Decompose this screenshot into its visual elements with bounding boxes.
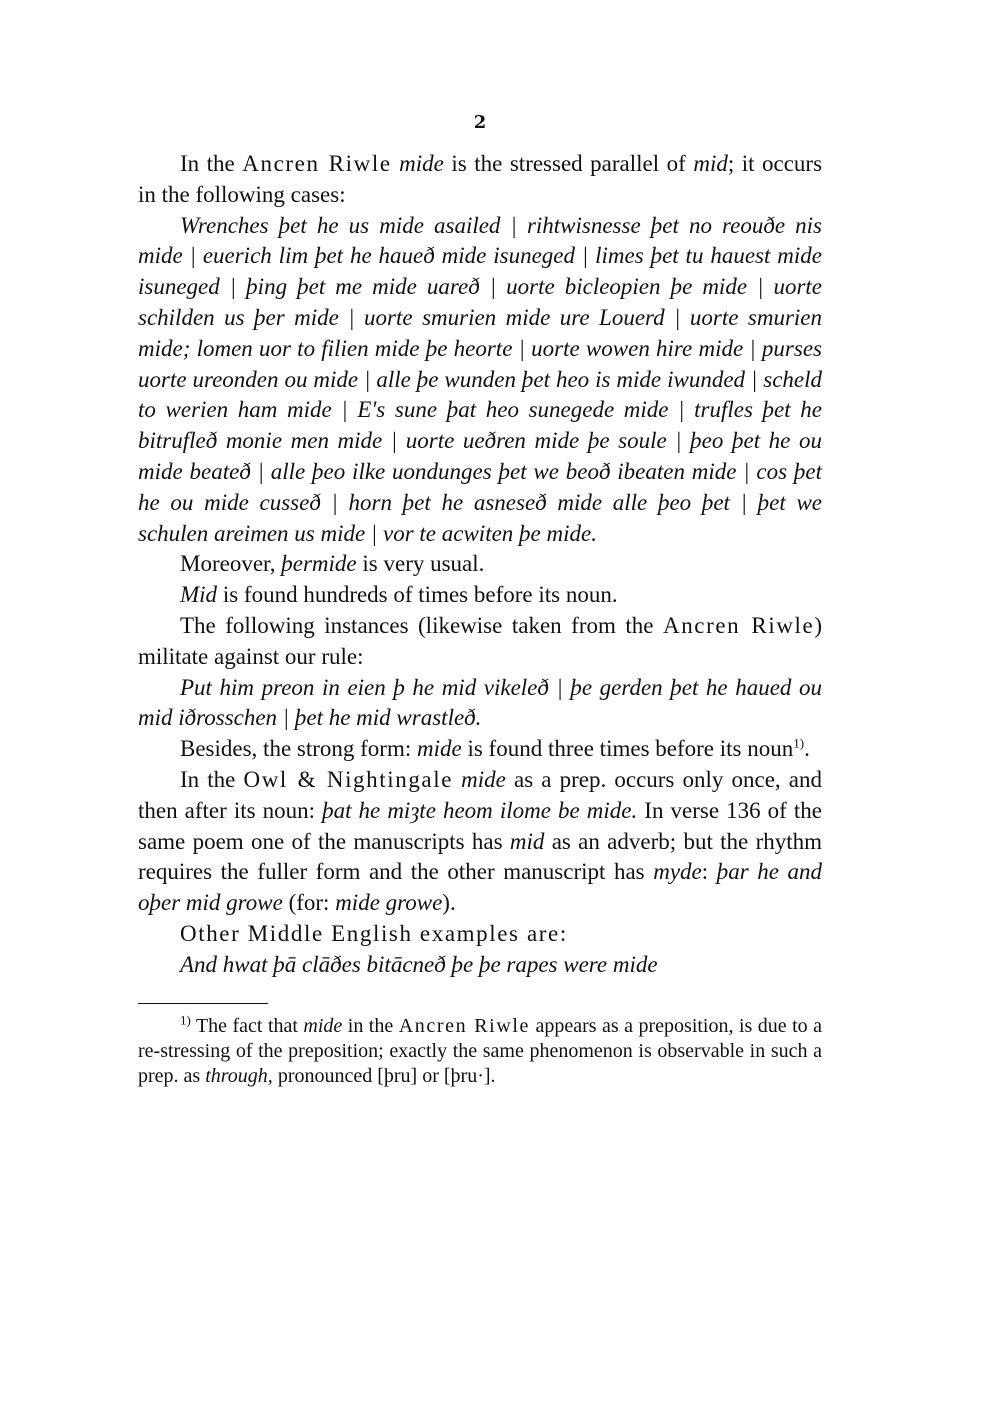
text-run: is found three times before its noun xyxy=(467,736,794,762)
text-run: as a prep. occurs only once, and then after its noun: xyxy=(138,766,823,823)
term-mid: mid xyxy=(693,151,728,176)
paragraph-mid xyxy=(138,580,822,611)
text-run: is found hundreds of times before its noun. xyxy=(222,582,618,608)
text-run: is very usual. xyxy=(362,551,485,577)
text-run: The following instances (likewise taken from the xyxy=(180,612,654,638)
text-run: : xyxy=(701,859,709,885)
term-through: through, xyxy=(205,1064,273,1087)
quote-inline: þar he and oþer mid growe xyxy=(138,859,823,916)
quotation-other: And hwat þā clāðes bitācneð þe þe rapes were mide xyxy=(180,951,658,977)
title-ancren-riwle: Ancren Riwle xyxy=(663,612,815,638)
text-run: In the xyxy=(180,766,236,792)
paragraph-instances xyxy=(138,611,822,673)
title-ancren-riwle: Ancren Riwle xyxy=(242,151,392,176)
term-mide: mide xyxy=(399,151,444,176)
footnote-ref[interactable]: 1) xyxy=(793,735,805,751)
term-mid: Mid xyxy=(180,582,218,608)
book-page xyxy=(138,112,822,1089)
term-mide: mide xyxy=(417,736,462,762)
text-run: in the xyxy=(347,1014,394,1037)
quote-inline: þat he miȝte heom ilome be mide. xyxy=(322,797,638,823)
quotation-instances: Put him preon in eien þ he mid vikeleð | þe gerden þet he haued ou mid iðrosschen | þet he mid wrastleð. xyxy=(138,674,822,731)
text-run: ). xyxy=(442,890,456,916)
text-run: In verse 136 of the same poem one of the manuscripts has xyxy=(138,797,822,854)
term-mide: mide xyxy=(303,1014,343,1037)
text-run: (for: xyxy=(288,890,330,916)
footnote-mark: 1) xyxy=(180,1011,191,1027)
text-run: ) militate against our rule: xyxy=(138,612,823,669)
term-thermide: þermide xyxy=(281,551,357,577)
text-run: ; it occurs in the following cases: xyxy=(138,151,823,207)
paragraph-owl-nightingale xyxy=(138,765,822,919)
footnote xyxy=(138,1011,822,1089)
text-run: Besides, the strong form: xyxy=(180,736,412,762)
title-ancren-riwle: Ancren Riwle xyxy=(398,1014,531,1037)
body-text xyxy=(138,149,822,981)
page-number: 2 xyxy=(473,112,487,133)
paragraph-intro xyxy=(138,149,822,211)
text-run: In the xyxy=(180,151,235,176)
text-run: The fact that xyxy=(195,1014,298,1037)
term-mid: mid xyxy=(509,828,545,854)
quote-inline: mide growe xyxy=(335,890,443,916)
term-mide: mide xyxy=(461,766,506,792)
text-run: as an adverb; but the rhythm requires the fuller form and the other manuscript has xyxy=(138,828,823,885)
paragraph-moreover xyxy=(138,549,822,580)
text-run: appears as a preposition, is due to a re-stressing of the preposition; exactly the same phenomenon is observable in such a prep. as xyxy=(138,1014,822,1087)
title-owl-nightingale: Owl & Nightingale xyxy=(243,766,454,792)
text-run: . xyxy=(804,736,810,762)
term-myde: myde xyxy=(653,859,702,885)
text-run: pronounced [þru] or [þru·]. xyxy=(277,1064,496,1087)
footnote-divider xyxy=(138,1003,268,1004)
text-run: Moreover, xyxy=(180,551,276,577)
text-run: is the stressed parallel of xyxy=(451,151,686,176)
quotation-examples: Wrenches þet he us mide asailed | rihtwisnesse þet no reouðe nis mide | euerich lim þet he haueð mide isuneged | limes þet tu hauest mide isuneged | þing þet me mide uareð | uorte bicleopien þe mide | uorte schilden us þer mide | uorte smurien mide ure Louerd | uorte smurien mide; lomen uor to filien mide þe heorte | uorte wowen hire mide | purses uorte ureonden ou mide | alle þe wunden þet heo is mide iwunded | scheld to werien ham mide | E's sune þat heo sunegede mide | trufles þet he bitrufleð monie men mide | uorte ueðren mide þe soule | þeo þet he ou mide beateð | alle þeo ilke uondunges þet we beoð ibeaten mide | cos þet he ou mide cusseð | horn þet he asneseð mide alle þeo þet | þet we schulen areimen us mide | vor te acwiten þe mide. xyxy=(138,212,822,546)
paragraph-other-examples: Other Middle English examples are: xyxy=(180,920,568,946)
paragraph-besides xyxy=(138,734,822,765)
